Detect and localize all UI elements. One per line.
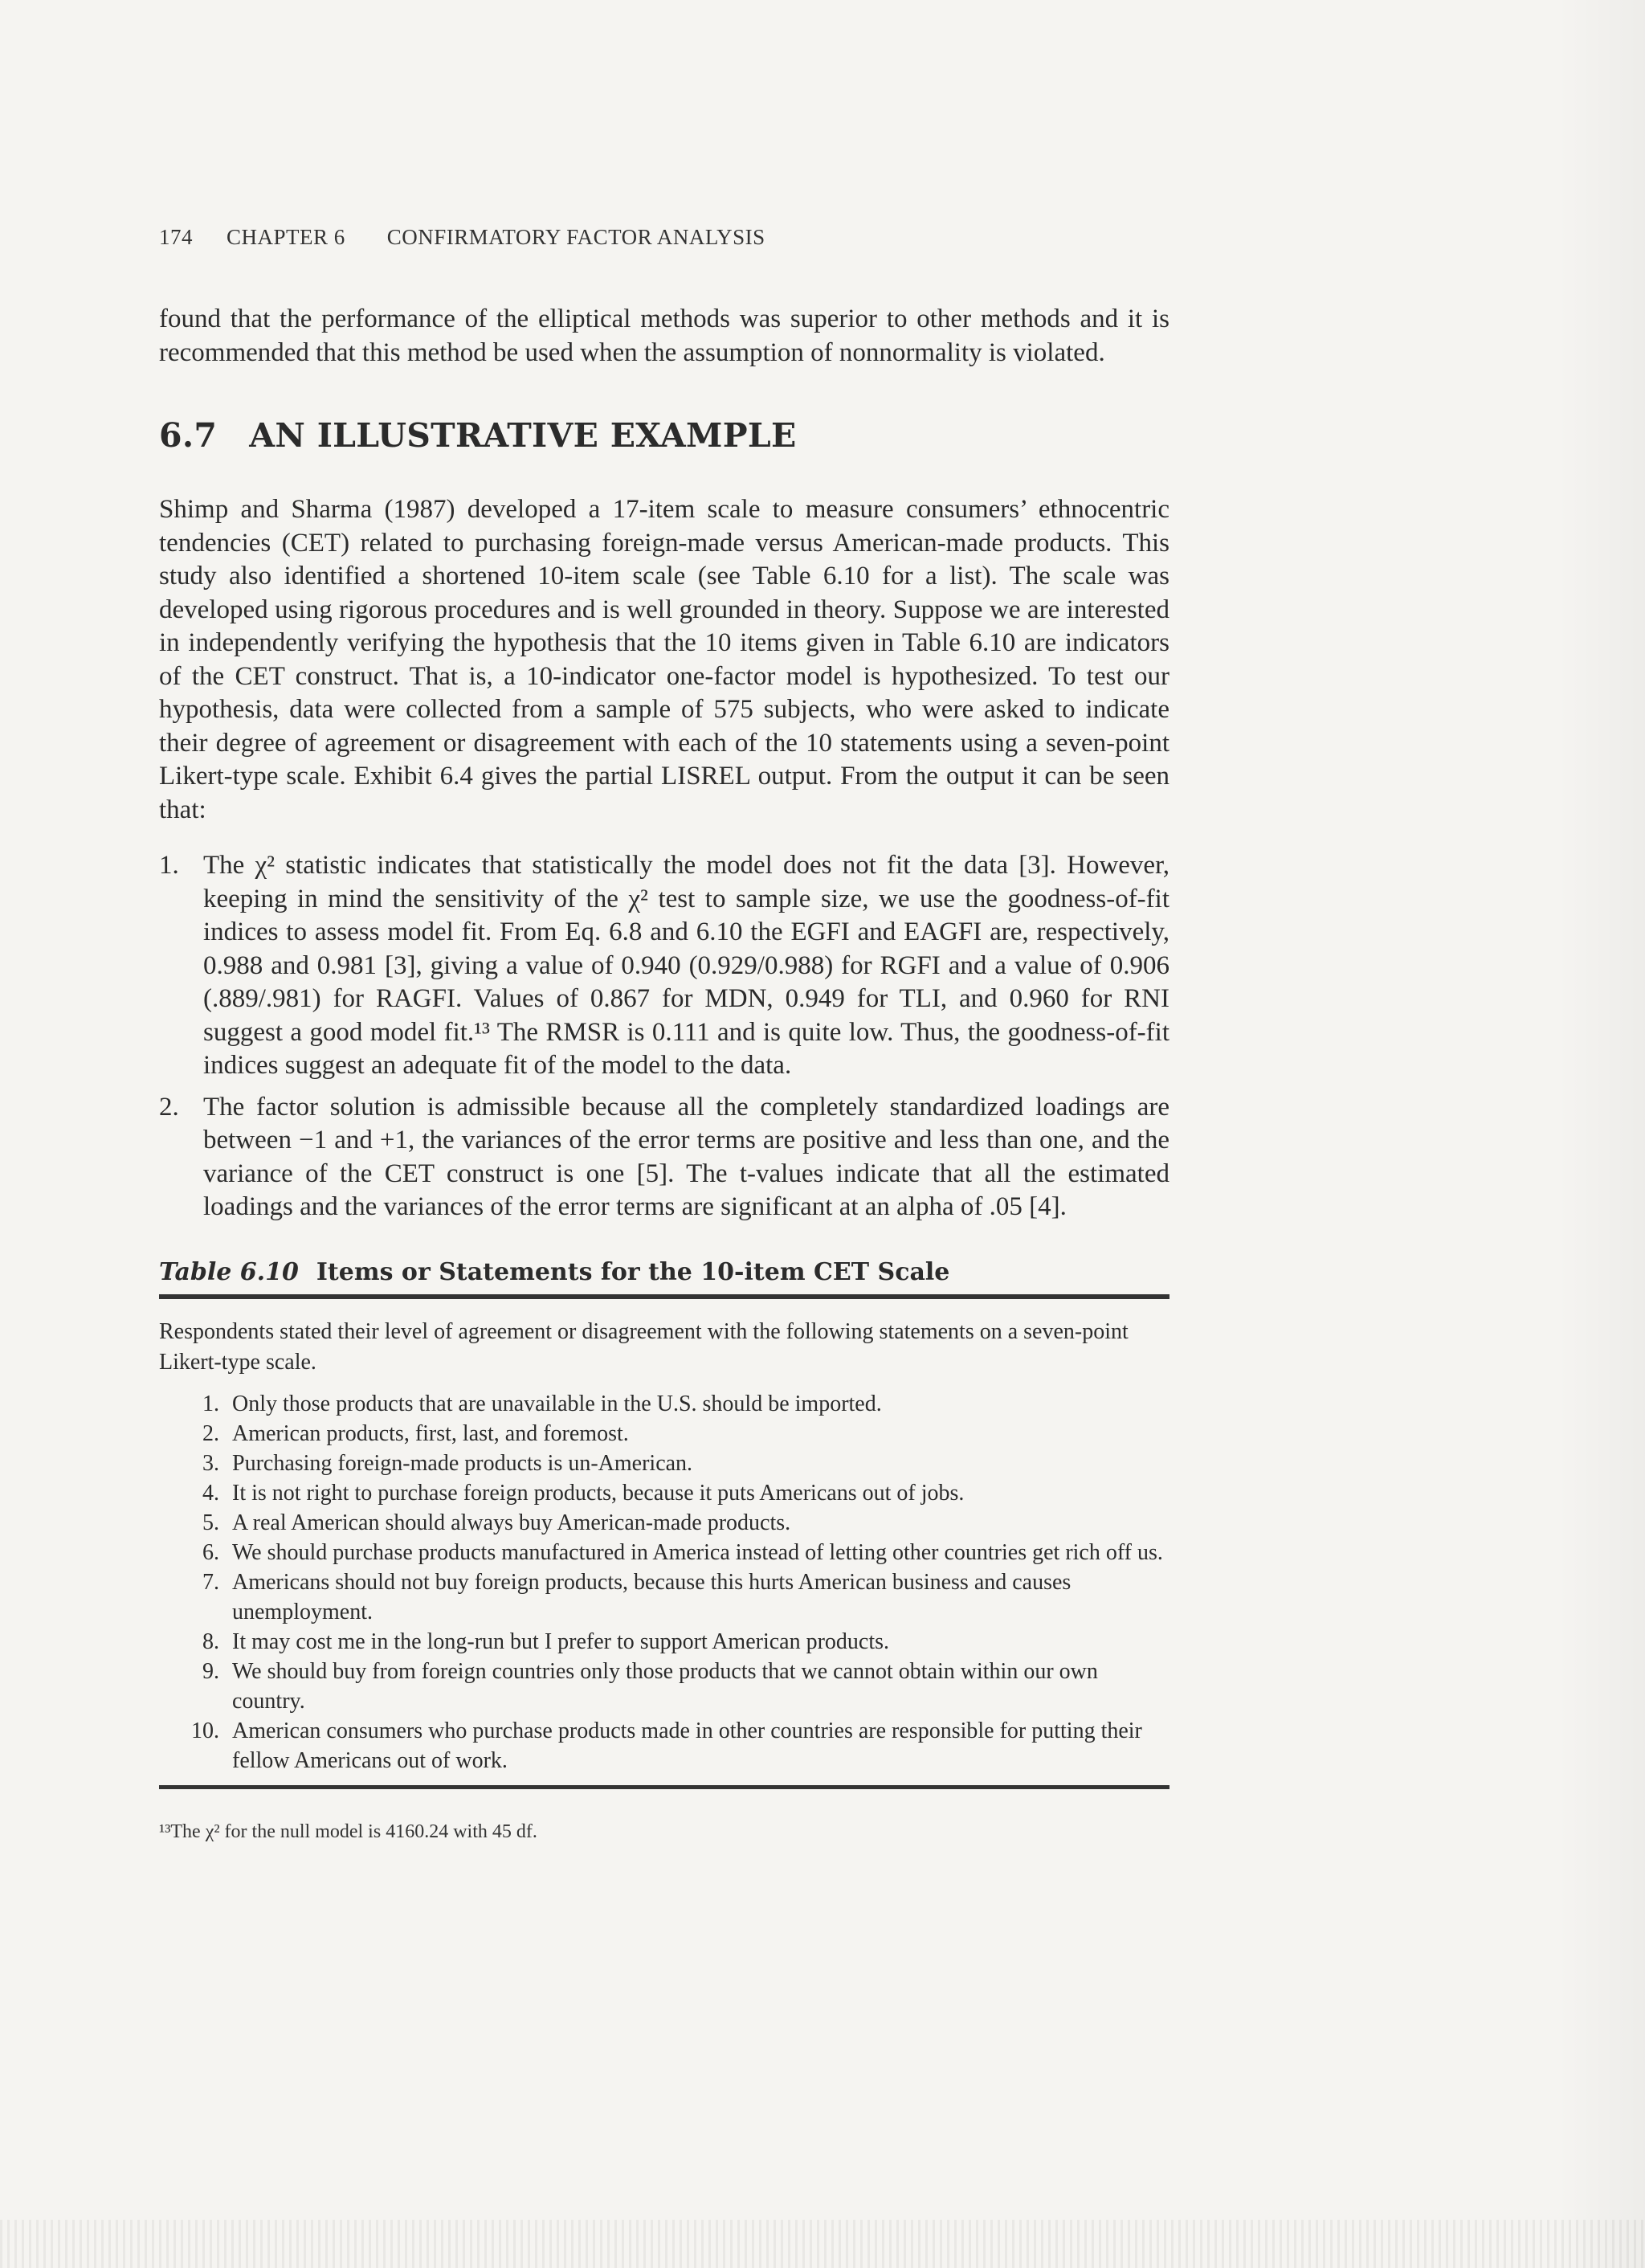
list-item <box>159 1538 1169 1567</box>
item-text: We should purchase products manufactured in America instead of letting other countries get rich off us. <box>232 1539 1163 1565</box>
item-text: A real American should always buy American-made products. <box>232 1510 791 1535</box>
item-number: 6. <box>202 1539 219 1565</box>
item-number: 9. <box>202 1658 219 1684</box>
list-item <box>159 1389 1169 1419</box>
scan-edge-shadow <box>1557 0 1645 2268</box>
findings-list <box>159 849 1169 1224</box>
table-caption: Items or Statements for the 10-item CET Scale <box>316 1257 950 1286</box>
page-number: 174 <box>159 225 193 249</box>
item-number: 2. <box>202 1420 219 1446</box>
chapter-label: CHAPTER 6 <box>227 225 345 249</box>
item-number: 7. <box>202 1569 219 1595</box>
item-text: Americans should not buy foreign products, because this hurts American business and causes unemployment. <box>232 1569 1071 1624</box>
item-text: It may cost me in the long-run but I prefer to support American products. <box>232 1628 890 1654</box>
page-content <box>159 225 1169 1843</box>
list-item-text: The factor solution is admissible because all the completely standardized loadings are between −1 and +1, the variances of the error terms are positive and less than one, and the variance of the CET construct is one [5]. The t-values indicate that all the estimated loadings and the variances of the error terms are significant at an alpha of .05 [4]. <box>203 1092 1169 1221</box>
cet-items <box>159 1389 1169 1776</box>
list-item-number: 1. <box>159 851 179 880</box>
list-item-number: 2. <box>159 1092 179 1122</box>
list-item <box>159 1419 1169 1449</box>
item-number: 1. <box>202 1391 219 1416</box>
list-item <box>159 1478 1169 1508</box>
running-head <box>159 225 1169 250</box>
item-text: Purchasing foreign-made products is un-American. <box>232 1450 693 1476</box>
table-title <box>159 1258 1169 1299</box>
item-text: American products, first, last, and foremost. <box>232 1420 629 1446</box>
list-item <box>159 1627 1169 1657</box>
item-text: It is not right to purchase foreign products, because it puts Americans out of jobs. <box>232 1480 965 1506</box>
list-item <box>159 1449 1169 1478</box>
chapter-title: CONFIRMATORY FACTOR ANALYSIS <box>386 225 765 249</box>
table-number: Table 6.10 <box>159 1257 299 1286</box>
item-number: 3. <box>202 1450 219 1476</box>
scan-noise-strip <box>0 2220 1645 2268</box>
table-intro: Respondents stated their level of agreement or disagreement with the following statements on a seven-point Likert-type scale. <box>159 1318 1129 1375</box>
item-number: 10. <box>191 1718 219 1743</box>
cet-table <box>159 1258 1169 1789</box>
list-item <box>159 849 1169 1083</box>
item-number: 8. <box>202 1628 219 1654</box>
list-item <box>159 1657 1169 1716</box>
item-number: 5. <box>202 1510 219 1535</box>
footnote: ¹³The χ² for the null model is 4160.24 with 45 df. <box>159 1821 537 1842</box>
list-item-text: The χ² statistic indicates that statistically the model does not fit the data [3]. However, keeping in mind the sensitivity of the χ² test to sample size, we use the goodness-of-fit indices to assess model fit. From Eq. 6.8 and 6.10 the EGFI and EAGFI are, respectively, 0.988 and 0.981 [3], giving a value of 0.940 (0.929/0.988) for RGFI and a value of 0.906 (.889/.981) for RAGFI. Values of 0.867 for MDN, 0.949 for TLI, and 0.960 for RNI suggest a good model fit.¹³ The RMSR is 0.111 and is quite low. Thus, the goodness-of-fit indices suggest an adequate fit of the model to the data. <box>203 851 1169 1080</box>
list-item <box>159 1091 1169 1224</box>
intro-paragraph: found that the performance of the elliptical methods was superior to other methods and it is recommended that this method be used when the assumption of nonnormality is violated. <box>159 304 1169 367</box>
section-number: 6.7 <box>159 416 218 455</box>
section-paragraph: Shimp and Sharma (1987) developed a 17-item scale to measure consumers’ ethnocentric tendencies (CET) related to purchasing foreign-made versus American-made products. This study also identified a shortened 10-item scale (see Table 6.10 for a list). The scale was developed using rigorous procedures and is well grounded in theory. Suppose we are interested in independently verifying the hypothesis that the 10 items given in Table 6.10 are indicators of the CET construct. That is, a 10-indicator one-factor model is hypothesized. To test our hypothesis, data were collected from a sample of 575 subjects, who were asked to indicate their degree of agreement or disagreement with each of the 10 statements using a seven-point Likert-type scale. Exhibit 6.4 gives the partial LISREL output. From the output it can be seen that: <box>159 495 1169 824</box>
table-bottom-rule <box>159 1785 1169 1789</box>
list-item <box>159 1567 1169 1627</box>
item-text: American consumers who purchase products made in other countries are responsible for putting their fellow Americans out of work. <box>232 1718 1142 1773</box>
item-text: We should buy from foreign countries only those products that we cannot obtain within our own country. <box>232 1658 1098 1714</box>
list-item <box>159 1508 1169 1538</box>
section-title: AN ILLUSTRATIVE EXAMPLE <box>249 416 797 455</box>
list-item <box>159 1716 1169 1776</box>
item-number: 4. <box>202 1480 219 1506</box>
section-heading <box>159 416 1169 455</box>
item-text: Only those products that are unavailable in the U.S. should be imported. <box>232 1391 882 1416</box>
